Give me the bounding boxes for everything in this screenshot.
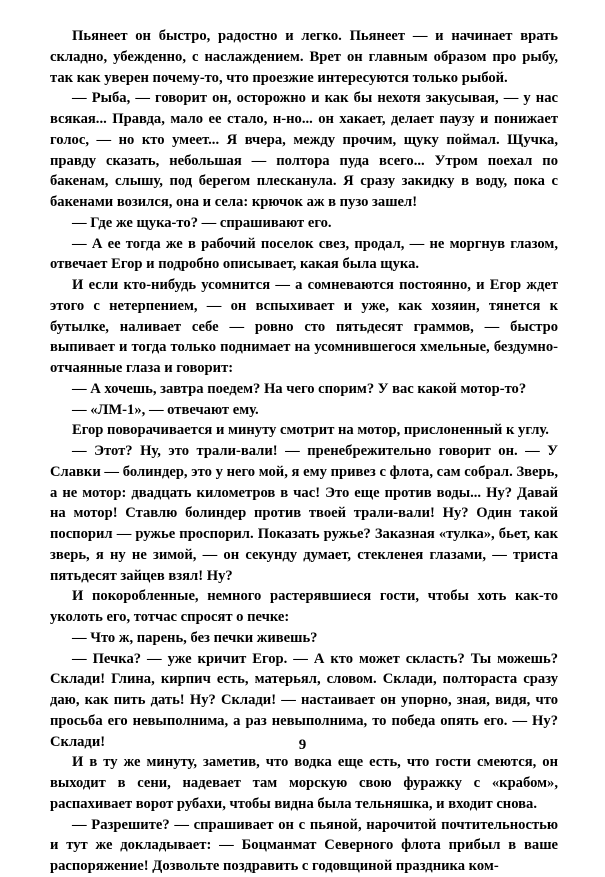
paragraph: И если кто-нибудь усомнится — а сомневаются постоянно, и Егор ждет этого с нетерпением, — он вспыхивает и уже, как хозяин, тянется к бутылке, наливает себе — ровно сто пятьдесят граммов, — быстро выпивает и тогда только поднимает на усомнившегося хмельные, бездумно-отчаянные глаза и говорит: [50,277,558,376]
paragraph: Егор поворачивается и минуту смотрит на мотор, прислоненный к углу. [72,422,549,439]
page-number: 9 [298,737,307,753]
paragraph: — Рыба, — говорит он, осторожно и как бы нехотя закусывая, — у нас всякая... Правда, мало ее стало, н-но... он хакает, делает паузу и понижает голос, — но кто умеет... Я вчера, между прочим, щуку поймал. Щучка, правду сказать, небольшая — полтора пуда всего... Утром поехал по бакенам, слышу, под берегом плесканула. Я сразу закидку в воду, пока с бакенами возился, она и села: крючок аж в пузо зашел! [50,90,558,210]
paragraph: — Что ж, парень, без печки живешь? [72,629,318,646]
paragraph: Пьянеет он быстро, радостно и легко. Пьянеет — и начинает врать складно, убежденно, с наслаждением. Врет он главным образом про рыбу, так как уверен почему-то, что проезжие интересуются только рыбой. [50,28,558,86]
paragraph: — «ЛМ-1», — отвечают ему. [72,401,259,418]
paragraph: — Печка? — уже кричит Егор. — А кто может скласть? Ты можешь? Склади! Глина, кирпич есть, матерьял, словом. Склади, полтораста сразу даю, как пить дать! Ну? Склади! — настаивает он упорно, зная, видя, что просьба его невыполнима, а раз невыполнима, то победа опять его. — Ну? Склади! [50,650,558,750]
paragraph: — А ее тогда же в рабочий поселок свез, продал, — не моргнув глазом, отвечает Егор и подробно описывает, какая была щука. [50,235,558,273]
paragraph: И в ту же минуту, заметив, что водка еще есть, что гости смеются, он выходит в сени, надевает там морскую свою фуражку с «крабом», распахивает ворот рубахи, чтобы видна была тельняшка, и входит снова. [50,754,558,812]
paragraph: — Этот? Ну, это трали-вали! — пренебрежительно говорит он. — У Славки — болиндер, это у него мой, я ему привез с флота, сам собрал. Зверь, а не мотор: двадцать километров в час! Это еще против воды... Ну? Давай на мотор! Ставлю болиндер против твоей трали-вали! Ну? Один такой поспорил — ружье проспорил. Показать ружье? Заказная «тулка», бьет, как зверь, я ну не зимой, — он секунду думает, стекленея глазами, — триста пятьдесят зайцев взял! Ну? [50,443,558,584]
paragraph: — А хочешь, завтра поедем? На чего спорим? У вас какой мотор-то? [72,380,527,397]
paragraph: — Разрешите? — спрашивает он с пьяной, нарочитой почтительностью и тут же докладывает: — Боцманмат Северного флота прибыл в ваше распоряжение! Дозвольте поздравить с годовщиной праздника ком- [50,816,558,874]
paragraph: — Где же щука-то? — спрашивают его. [72,214,332,231]
paragraph: И покоробленные, немного растерявшиеся гости, чтобы хоть как-то уколоть его, тотчас спросят о печке: [50,588,558,625]
